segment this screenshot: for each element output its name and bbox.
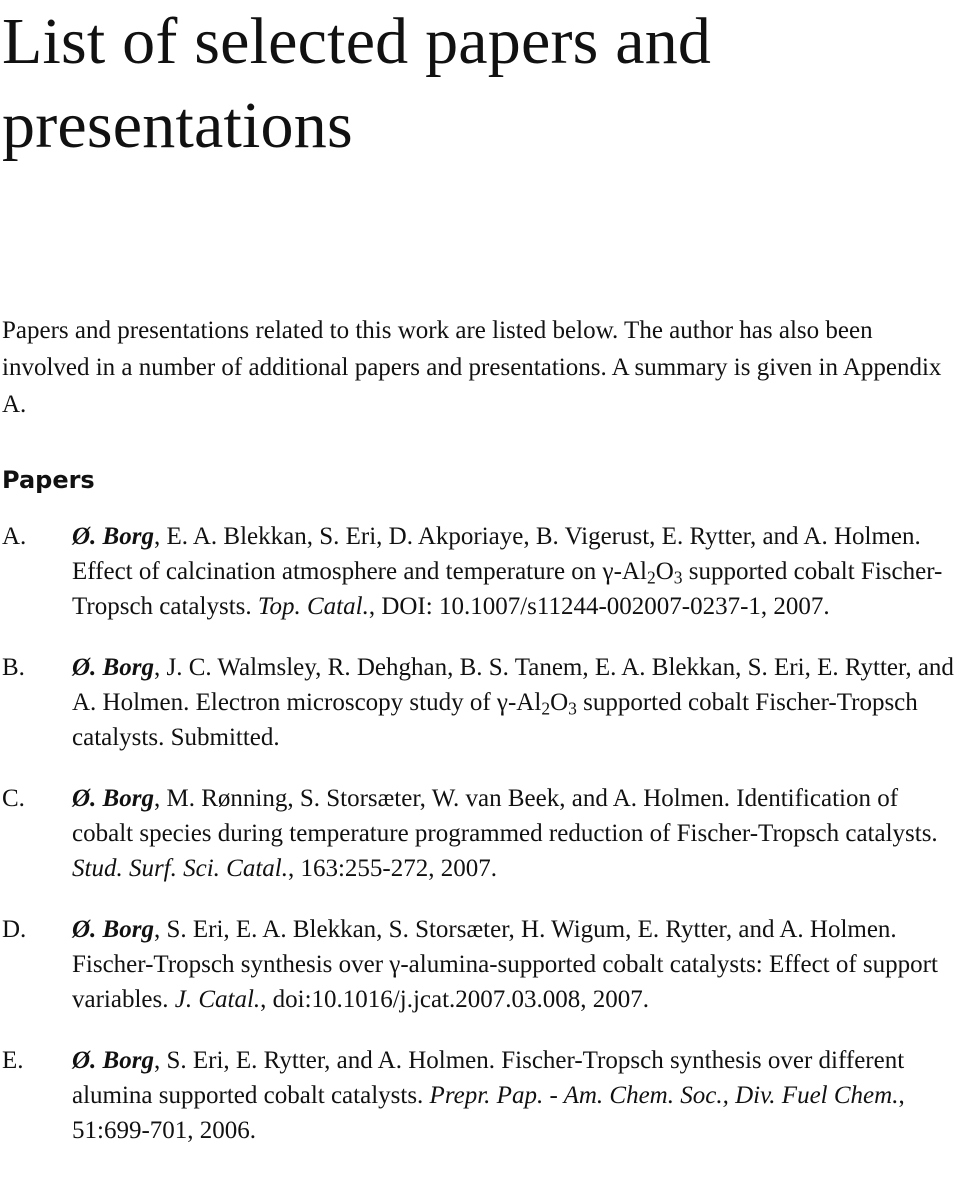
author-list: , E. A. Blekkan, S. Eri, D. Akporiaye, B. Vigerust, E. Rytter, and A. Holmen. [153,523,921,550]
paper-title-rest: supported cobalt Fischer-Tropsch catalysts. [72,558,943,620]
author-list: , S. Eri, E. A. Blekkan, S. Storsæter, H. Wigum, E. Rytter, and A. Holmen. [153,916,897,943]
author-self: Ø. Borg [72,523,154,550]
author-self: Ø. Borg [72,1047,154,1074]
page-title: List of selected papers and presentations [2,5,712,162]
subscript: 2 [541,698,551,719]
section-heading: Papers [2,466,95,494]
paper-marker: D. [2,916,27,943]
paper-title: Electron microscopy study of γ-Al [189,689,542,716]
paper-item-b [2,650,954,755]
paper-details: , DOI: 10.1007/s11244-002007-0237-1, 2007. [368,593,830,620]
paper-marker: C. [2,785,25,812]
paper-list [2,519,954,1148]
paper-item-e [2,1043,954,1148]
paper-marker: A. [2,523,27,550]
paper-details: , 51:699-701, 2006. [72,1082,905,1144]
paper-title: Effect of calcination atmosphere and temperature on γ-Al [72,558,647,585]
journal-name: J. Catal. [168,986,261,1013]
paper-details: , 163:255-272, 2007. [287,855,498,882]
author-self: Ø. Borg [72,916,154,943]
author-self: Ø. Borg [72,785,154,812]
author-list: , M. Rønning, S. Storsæter, W. van Beek, and A. Holmen. [153,785,731,812]
author-list: , J. C. Walmsley, R. Dehghan, B. S. Tanem, E. A. Blekkan, S. Eri, E. Rytter, and A. Holmen. [72,654,954,716]
paper-title: Identification of cobalt species during temperature programmed reduction of Fischer-Tropsch catalysts. [72,785,938,847]
paper-title-rest: supported cobalt Fischer-Tropsch catalysts. [72,689,918,751]
journal-name: Stud. Surf. Sci. Catal. [72,855,288,882]
formula-part: O [550,689,569,716]
paper-marker: B. [2,654,25,681]
paper-title: Fischer-Tropsch synthesis over different alumina supported cobalt catalysts. [72,1047,905,1109]
formula-part: O [655,558,674,585]
paper-title: Fischer-Tropsch synthesis over γ-alumina-supported cobalt catalysts: Effect of support variables. [72,951,938,1013]
paper-item-d [2,912,954,1017]
intro-paragraph: Papers and presentations related to this work are listed below. The author has also been involved in a number of additional papers and presentations. A summary is given in Appendix A. [2,317,942,418]
paper-item-a [2,519,954,624]
paper-marker: E. [2,1047,24,1074]
author-list: , S. Eri, E. Rytter, and A. Holmen. [153,1047,495,1074]
journal-name: Prepr. Pap. - Am. Chem. Soc., Div. Fuel Chem. [423,1082,899,1109]
author-self: Ø. Borg [72,654,154,681]
subscript: 3 [673,567,683,588]
paper-item-c [2,781,954,886]
journal-name: Top. Catal. [251,593,369,620]
subscript: 3 [568,698,577,719]
subscript: 2 [646,567,656,588]
paper-details: Submitted. [164,724,280,751]
paper-details: , doi:10.1016/j.jcat.2007.03.008, 2007. [260,986,650,1013]
